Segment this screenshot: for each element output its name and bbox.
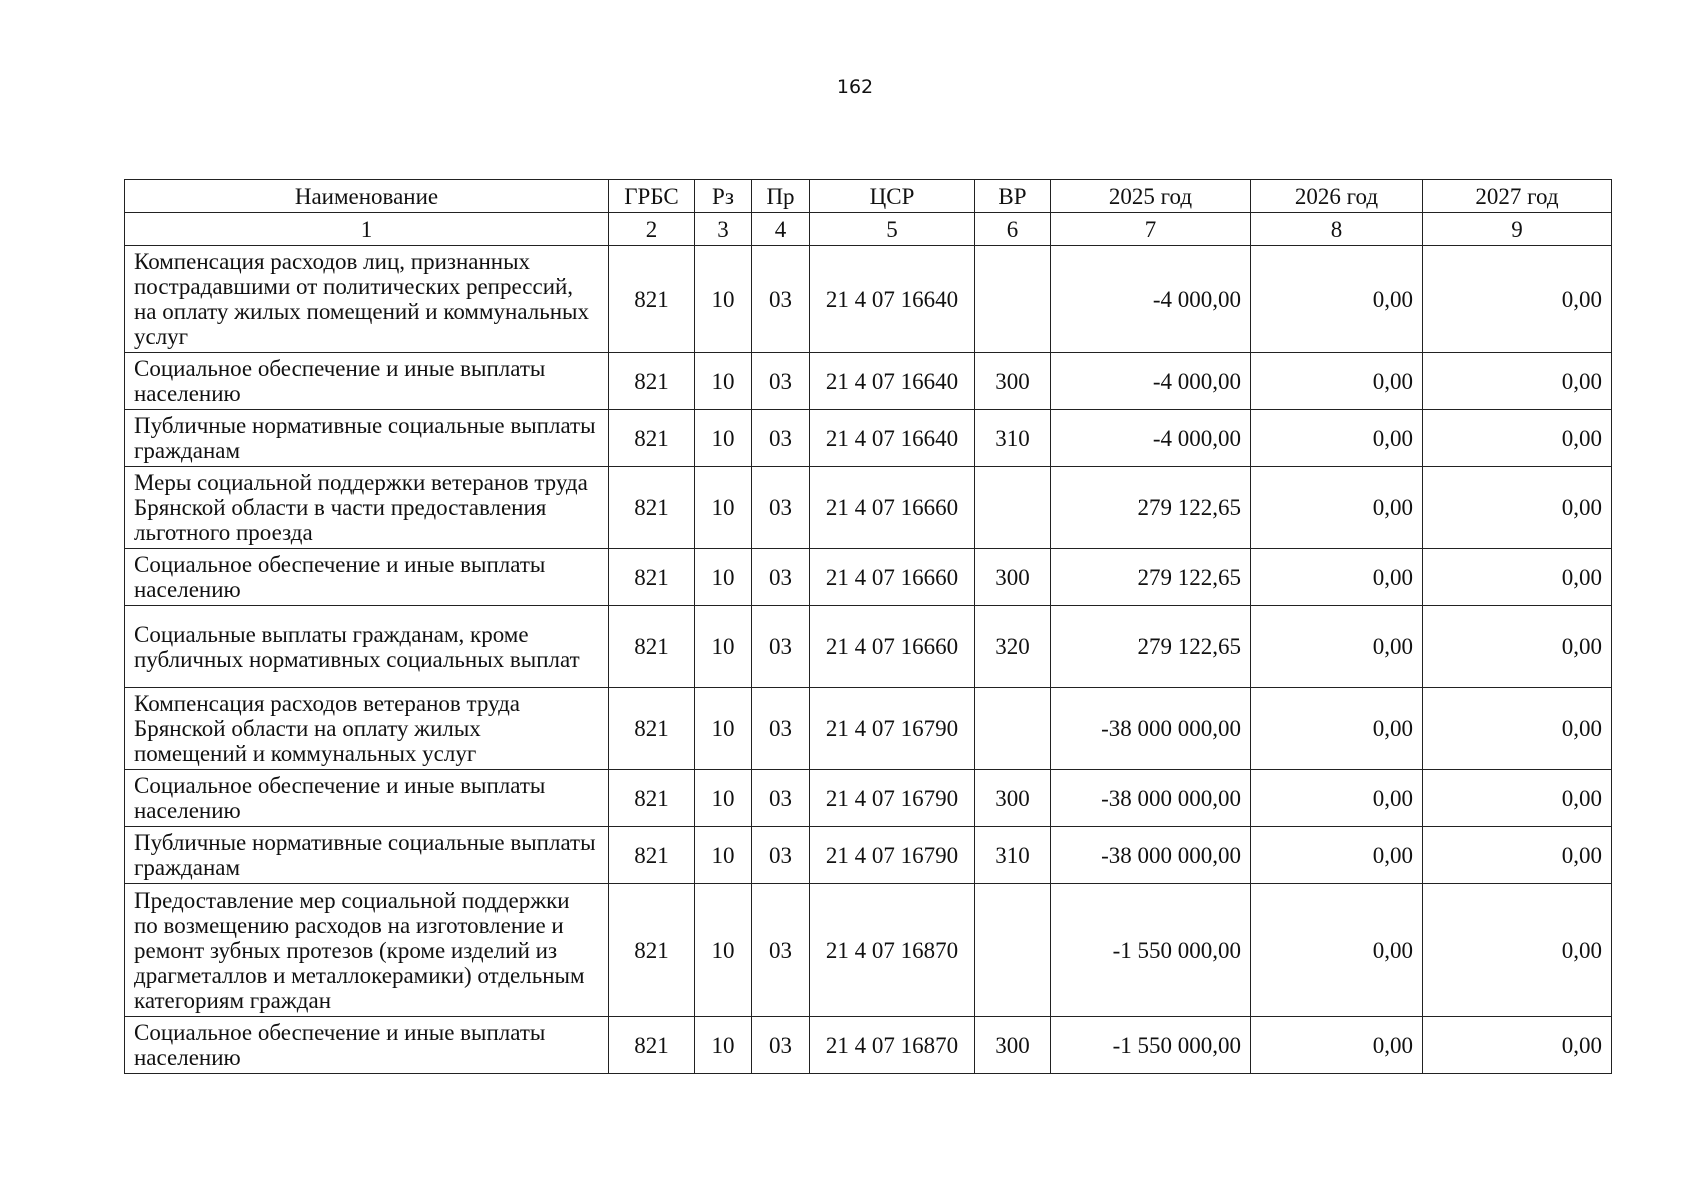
row-2025: -38 000 000,00 [1051, 827, 1251, 884]
column-number: 5 [810, 213, 975, 246]
row-csr: 21 4 07 16660 [810, 606, 975, 688]
row-grbs: 821 [609, 549, 695, 606]
row-grbs: 821 [609, 353, 695, 410]
row-vr: 300 [975, 770, 1051, 827]
table-row [125, 688, 1612, 770]
column-number: 8 [1251, 213, 1423, 246]
row-vr [975, 246, 1051, 353]
header-rz: Рз [695, 180, 752, 213]
row-2025: -1 550 000,00 [1051, 884, 1251, 1017]
header-row [125, 180, 1612, 213]
table-row [125, 246, 1612, 353]
row-name: Компенсация расходов лиц, признанных пострадавшими от политических репрессий, на оплату жилых помещений и коммунальных услуг [125, 246, 609, 353]
table-row [125, 884, 1612, 1017]
row-2026: 0,00 [1251, 549, 1423, 606]
column-number: 7 [1051, 213, 1251, 246]
row-2025: -4 000,00 [1051, 410, 1251, 467]
row-2025: 279 122,65 [1051, 606, 1251, 688]
row-csr: 21 4 07 16640 [810, 410, 975, 467]
header-vr: ВР [975, 180, 1051, 213]
row-csr: 21 4 07 16870 [810, 884, 975, 1017]
row-name: Социальные выплаты гражданам, кроме публичных нормативных социальных выплат [125, 606, 609, 688]
row-name: Меры социальной поддержки ветеранов труда Брянской области в части предоставления льготного проезда [125, 467, 609, 549]
row-rz: 10 [695, 353, 752, 410]
row-2025: 279 122,65 [1051, 467, 1251, 549]
row-pr: 03 [752, 770, 810, 827]
column-number: 1 [125, 213, 609, 246]
row-vr: 310 [975, 827, 1051, 884]
header-pr: Пр [752, 180, 810, 213]
column-number: 9 [1423, 213, 1612, 246]
row-2026: 0,00 [1251, 827, 1423, 884]
row-pr: 03 [752, 884, 810, 1017]
row-rz: 10 [695, 549, 752, 606]
row-pr: 03 [752, 688, 810, 770]
row-pr: 03 [752, 353, 810, 410]
column-number: 4 [752, 213, 810, 246]
row-rz: 10 [695, 827, 752, 884]
row-grbs: 821 [609, 1017, 695, 1074]
row-rz: 10 [695, 770, 752, 827]
row-2026: 0,00 [1251, 688, 1423, 770]
row-grbs: 821 [609, 770, 695, 827]
table-row [125, 1017, 1612, 1074]
header-2027: 2027 год [1423, 180, 1612, 213]
table-row [125, 549, 1612, 606]
row-2027: 0,00 [1423, 827, 1612, 884]
row-2027: 0,00 [1423, 688, 1612, 770]
row-2027: 0,00 [1423, 1017, 1612, 1074]
row-pr: 03 [752, 606, 810, 688]
row-2025: -4 000,00 [1051, 246, 1251, 353]
row-2027: 0,00 [1423, 246, 1612, 353]
row-rz: 10 [695, 606, 752, 688]
row-2026: 0,00 [1251, 246, 1423, 353]
row-grbs: 821 [609, 606, 695, 688]
row-2027: 0,00 [1423, 467, 1612, 549]
row-pr: 03 [752, 549, 810, 606]
row-csr: 21 4 07 16870 [810, 1017, 975, 1074]
header-2026: 2026 год [1251, 180, 1423, 213]
table-row [125, 410, 1612, 467]
row-pr: 03 [752, 827, 810, 884]
row-2026: 0,00 [1251, 884, 1423, 1017]
row-vr: 320 [975, 606, 1051, 688]
row-grbs: 821 [609, 467, 695, 549]
row-2027: 0,00 [1423, 549, 1612, 606]
row-vr: 300 [975, 549, 1051, 606]
table-header [125, 180, 1612, 246]
column-number: 6 [975, 213, 1051, 246]
row-pr: 03 [752, 246, 810, 353]
column-number: 3 [695, 213, 752, 246]
row-pr: 03 [752, 467, 810, 549]
row-grbs: 821 [609, 827, 695, 884]
page-number: 162 [836, 76, 874, 98]
row-vr [975, 688, 1051, 770]
row-csr: 21 4 07 16660 [810, 467, 975, 549]
budget-table [124, 179, 1612, 1074]
row-pr: 03 [752, 1017, 810, 1074]
row-2026: 0,00 [1251, 353, 1423, 410]
row-grbs: 821 [609, 410, 695, 467]
row-2026: 0,00 [1251, 410, 1423, 467]
table-row [125, 353, 1612, 410]
row-2026: 0,00 [1251, 467, 1423, 549]
table-row [125, 467, 1612, 549]
row-csr: 21 4 07 16790 [810, 688, 975, 770]
row-rz: 10 [695, 688, 752, 770]
row-csr: 21 4 07 16640 [810, 353, 975, 410]
row-name: Публичные нормативные социальные выплаты гражданам [125, 827, 609, 884]
row-csr: 21 4 07 16660 [810, 549, 975, 606]
row-vr [975, 467, 1051, 549]
row-csr: 21 4 07 16790 [810, 770, 975, 827]
row-2027: 0,00 [1423, 770, 1612, 827]
header-grbs: ГРБС [609, 180, 695, 213]
row-2025: -1 550 000,00 [1051, 1017, 1251, 1074]
row-csr: 21 4 07 16640 [810, 246, 975, 353]
row-vr [975, 884, 1051, 1017]
row-2027: 0,00 [1423, 884, 1612, 1017]
row-2025: -38 000 000,00 [1051, 688, 1251, 770]
row-name: Социальное обеспечение и иные выплаты населению [125, 549, 609, 606]
row-rz: 10 [695, 467, 752, 549]
table-row [125, 770, 1612, 827]
row-name: Социальное обеспечение и иные выплаты населению [125, 353, 609, 410]
row-name: Компенсация расходов ветеранов труда Брянской области на оплату жилых помещений и коммунальных услуг [125, 688, 609, 770]
column-number: 2 [609, 213, 695, 246]
row-name: Предоставление мер социальной поддержки по возмещению расходов на изготовление и ремонт зубных протезов (кроме изделий из драгметаллов и металлокерамики) отдельным категориям граждан [125, 884, 609, 1017]
row-vr: 310 [975, 410, 1051, 467]
row-csr: 21 4 07 16790 [810, 827, 975, 884]
row-grbs: 821 [609, 246, 695, 353]
row-2027: 0,00 [1423, 410, 1612, 467]
row-2027: 0,00 [1423, 606, 1612, 688]
row-rz: 10 [695, 884, 752, 1017]
header-2025: 2025 год [1051, 180, 1251, 213]
row-2026: 0,00 [1251, 1017, 1423, 1074]
header-name: Наименование [125, 180, 609, 213]
row-vr: 300 [975, 353, 1051, 410]
table-row [125, 606, 1612, 688]
table-row [125, 827, 1612, 884]
row-rz: 10 [695, 246, 752, 353]
row-name: Социальное обеспечение и иные выплаты населению [125, 770, 609, 827]
row-2025: -38 000 000,00 [1051, 770, 1251, 827]
row-name: Социальное обеспечение и иные выплаты населению [125, 1017, 609, 1074]
row-grbs: 821 [609, 688, 695, 770]
row-2026: 0,00 [1251, 770, 1423, 827]
row-name: Публичные нормативные социальные выплаты гражданам [125, 410, 609, 467]
table-body [125, 246, 1612, 1074]
row-2026: 0,00 [1251, 606, 1423, 688]
header-csr: ЦСР [810, 180, 975, 213]
row-2027: 0,00 [1423, 353, 1612, 410]
row-2025: 279 122,65 [1051, 549, 1251, 606]
row-grbs: 821 [609, 884, 695, 1017]
row-2025: -4 000,00 [1051, 353, 1251, 410]
row-vr: 300 [975, 1017, 1051, 1074]
column-number-row [125, 213, 1612, 246]
row-pr: 03 [752, 410, 810, 467]
row-rz: 10 [695, 1017, 752, 1074]
row-rz: 10 [695, 410, 752, 467]
